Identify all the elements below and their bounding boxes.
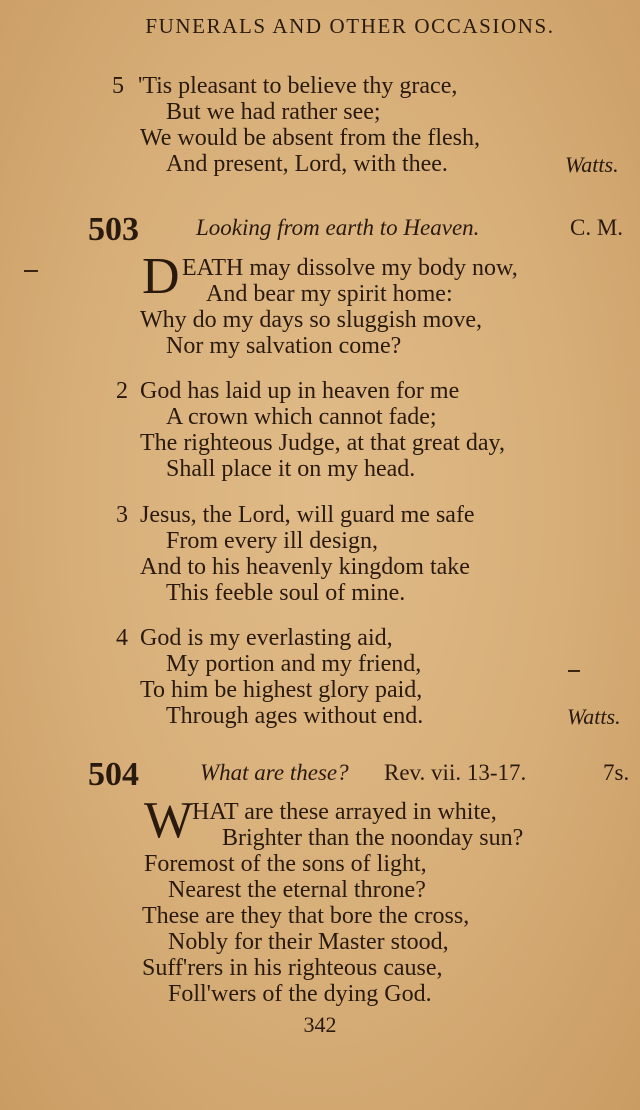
verse-number: 2 — [116, 378, 128, 404]
hymn-number: 504 — [88, 756, 139, 793]
verse-line: These are they that bore the cross, — [142, 903, 470, 929]
verse-line: And bear my spirit home: — [206, 281, 453, 307]
verse-line: Brighter than the noonday sun? — [222, 825, 524, 851]
verse-line: From every ill design, — [166, 528, 378, 554]
verse-line: Nearest the eternal throne? — [168, 877, 426, 903]
verse-line: Why do my days so sluggish move, — [140, 307, 482, 333]
verse-line: God is my everlasting aid, — [140, 625, 393, 651]
hymn-meter: 7s. — [603, 760, 630, 785]
verse-line: A crown which cannot fade; — [166, 404, 437, 430]
verse-line: EATH may dissolve my body now, — [182, 255, 518, 281]
margin-mark — [24, 270, 38, 272]
verse-number: 5 — [112, 73, 124, 99]
hymn-meter: C. M. — [570, 215, 624, 240]
scripture-reference: Rev. vii. 13-17. — [384, 760, 527, 785]
drop-cap: D — [142, 248, 180, 305]
author-attribution: Watts. — [567, 704, 621, 729]
verse-line: Foll'wers of the dying God. — [168, 981, 432, 1007]
verse-line: We would be absent from the flesh, — [140, 125, 480, 151]
drop-cap: W — [144, 792, 194, 849]
verse-line: But we had rather see; — [166, 99, 381, 125]
verse-line: My portion and my friend, — [166, 651, 422, 677]
margin-mark — [568, 670, 580, 672]
page-number: 342 — [303, 1012, 337, 1037]
verse-line: This feeble soul of mine. — [166, 580, 406, 606]
verse-line: The righteous Judge, at that great day, — [140, 430, 505, 456]
verse-line: Foremost of the sons of light, — [144, 851, 427, 877]
author-attribution: Watts. — [565, 152, 619, 177]
hymn-title: Looking from earth to Heaven. — [196, 215, 480, 240]
hymn-title: What are these? — [200, 760, 349, 785]
hymn-number: 503 — [88, 211, 139, 248]
verse-line: 'Tis pleasant to believe thy grace, — [138, 73, 458, 99]
verse-line: To him be highest glory paid, — [140, 677, 423, 703]
verse-line: Nobly for their Master stood, — [168, 929, 449, 955]
verse-number: 3 — [116, 502, 128, 528]
verse-line: Nor my salvation come? — [166, 333, 402, 359]
verse-line: Jesus, the Lord, will guard me safe — [140, 502, 475, 528]
verse-number: 4 — [116, 625, 128, 651]
verse-line: Through ages without end. — [166, 703, 424, 729]
verse-line: HAT are these arrayed in white, — [192, 799, 497, 825]
running-head: FUNERALS AND OTHER OCCASIONS. — [145, 14, 555, 38]
verse-line: Shall place it on my head. — [166, 456, 416, 482]
verse-line: And present, Lord, with thee. — [166, 151, 448, 177]
verse-line: God has laid up in heaven for me — [140, 378, 460, 404]
verse-line: Suff'rers in his righteous cause, — [142, 955, 443, 981]
verse-line: And to his heavenly kingdom take — [140, 554, 470, 580]
